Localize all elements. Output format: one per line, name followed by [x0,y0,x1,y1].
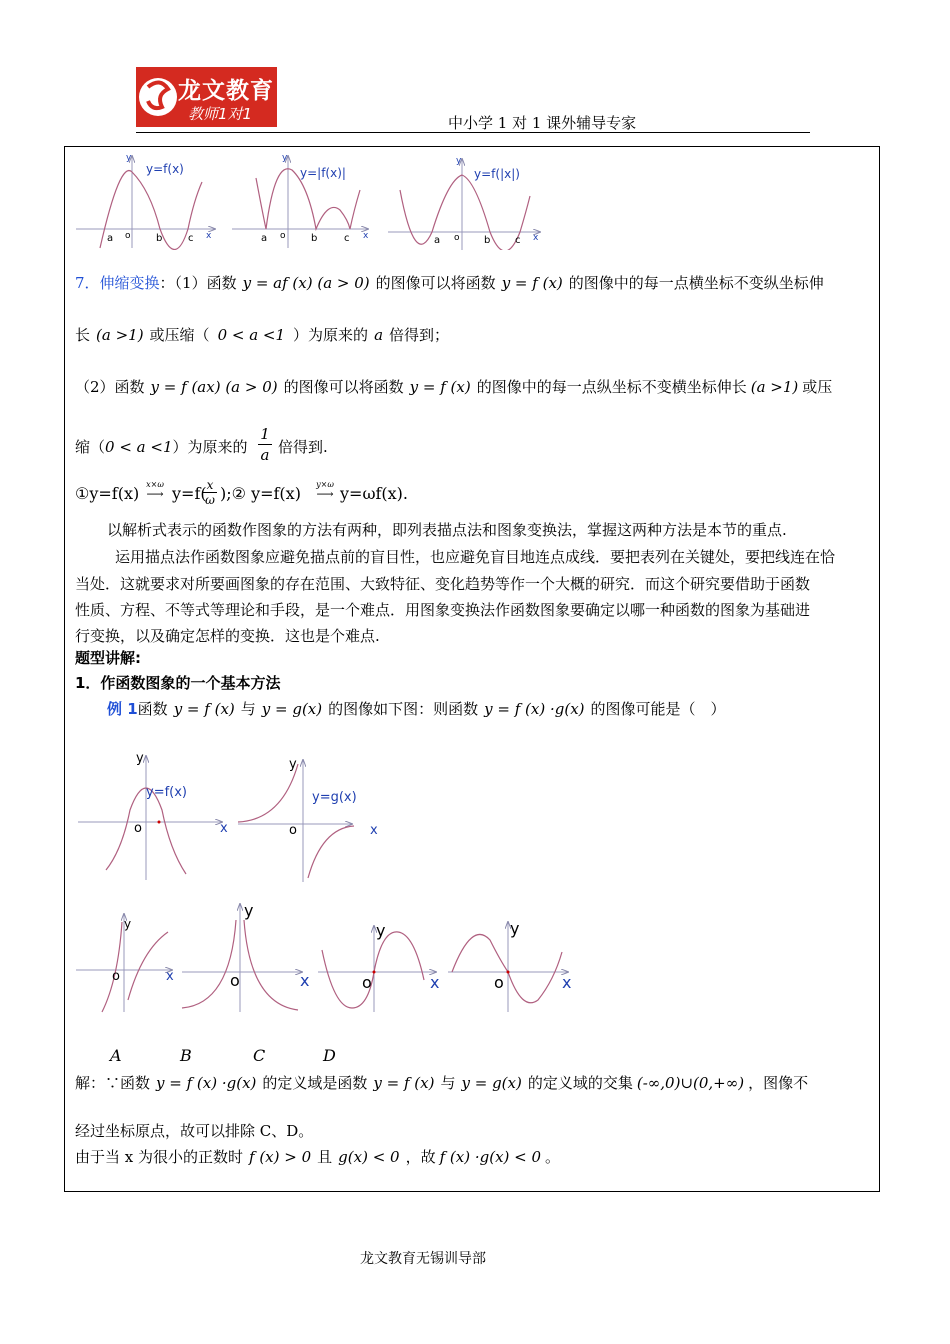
option-d-graph [448,919,571,1012]
paragraph-2-line-4: 行变换，以及确定怎样的变换．这也是个难点. [75,627,380,645]
arrow-y-omega: y×ω ⟶ [316,480,334,501]
option-b-graph [182,901,309,1012]
option-b-label: B [180,1046,192,1065]
arrow-x-omega: x×ω ⟶ [146,480,164,501]
graph-gx [238,757,378,882]
svg-text:o: o [494,973,504,992]
svg-text:x: x [300,971,310,990]
logo-subtitle: 教师1对1 [188,105,253,123]
paragraph-1: 以解析式表示的函数作图象的方法有两种，即列表描点法和图象变换法，掌握这两种方法是本节的重点. [107,521,787,539]
svg-text:y: y [456,156,462,166]
solution-line-1: 解：∵函数 y = f (x) ·g(x) 的定义域是函数 y = f (x) 与 y = g(x) 的定义域的交集 (-∞,0)∪(0,+∞) ，图像不 [75,1074,809,1092]
svg-text:x: x [166,969,174,984]
paragraph-2-line-3: 性质、方程、不等式等理论和手段，是一个难点．用图象变换法作函数图象要确定以哪一种函数的图象为基础进 [75,601,811,619]
svg-text:b: b [156,233,163,244]
option-a-graph [76,914,174,1012]
svg-text:x: x [206,231,212,241]
scaling-rule-mid: y=f( [172,484,207,503]
subsection-title: 1．作函数图象的一个基本方法 [75,674,281,692]
svg-text:x: x [220,821,228,836]
solution-line-3: 由于当 x 为很小的正数时 f (x) > 0 且 g(x) < 0 ，故 f (x) ·g(x) < 0 。 [75,1148,561,1166]
scaling-rule-end: y=ωf(x). [340,484,409,503]
section-7-line-4: 缩（0 < a <1）为原来的 [75,438,248,456]
svg-text:b: b [311,233,318,244]
graph-f-label: y=f(x) [146,162,184,176]
option-d-label: D [323,1046,336,1065]
svg-text:o: o [362,973,372,992]
svg-text:c: c [344,233,350,244]
svg-text:o: o [112,969,120,984]
svg-text:o: o [289,823,297,838]
graph-f-abs-x [388,156,540,250]
section-7-line-3: （2）函数 y = f (ax) (a > 0) 的图像可以将函数 y = f (x) 的图像中的每一点纵坐标不变横坐标伸长 (a >1) 或压 [75,378,833,396]
svg-text:a: a [261,233,268,244]
svg-text:y: y [510,919,520,938]
svg-text:x: x [533,233,539,243]
section-7-line-2: 长 (a >1) 或压缩（ 0 < a <1 ）为原来的 a 倍得到； [75,326,450,344]
graph-gx-label: y=g(x) [312,790,357,805]
paragraph-2-line-1: 运用描点法作函数图象应避免描点前的盲目性，也应避免盲目地连点成线．要把表列在关键处，要把线连在恰 [115,548,836,566]
logo-title: 龙文教育 [178,78,274,104]
svg-text:y: y [376,921,386,940]
example-1-line: 例 1函数 y = f (x) 与 y = g(x) 的图像如下图：则函数 y = f (x) ·g(x) 的图像可能是（ ） [107,700,726,718]
svg-text:a: a [434,235,441,246]
option-a-label: A [110,1046,122,1065]
graph-fx [78,751,228,880]
fraction-x-over-omega: x ω [203,478,217,507]
svg-text:c: c [515,235,521,246]
transform-graphs [70,150,550,250]
svg-text:a: a [107,233,114,244]
svg-text:x: x [430,973,440,992]
svg-text:o: o [230,971,240,990]
graph-abs-f [232,153,369,248]
content-frame [64,146,880,1192]
section-7-line-4-tail: 倍得到. [278,438,328,456]
svg-text:y: y [289,757,297,772]
svg-text:x: x [562,973,572,992]
option-c-label: C [253,1046,266,1065]
svg-text:y: y [136,751,144,766]
page-footer: 龙文教育无锡训导部 [360,1251,486,1267]
graph-f-abs-x-label: y=f(|x|) [474,167,520,181]
svg-text:o: o [125,231,131,241]
section-7-line-1: 7．伸缩变换：（1）函数 y = af (x) (a > 0) 的图像可以将函数 y = f (x) 的图像中的每一点横坐标不变纵坐标伸 [75,274,824,292]
svg-text:c: c [188,233,194,244]
svg-text:x: x [370,823,378,838]
svg-text:b: b [484,235,491,246]
svg-text:o: o [454,233,460,243]
scaling-rule-second: );② y=f(x) [220,484,301,503]
svg-text:o: o [280,231,286,241]
svg-text:y: y [282,153,288,163]
option-c-graph [318,921,439,1012]
graph-f [76,153,215,250]
logo-mark-icon [136,67,180,127]
header-divider [136,132,810,133]
scaling-rule-line: ①y=f(x) [75,484,140,503]
header-slogan: 中小学 1 对 1 课外辅导专家 [448,114,637,132]
svg-text:y: y [244,901,254,920]
svg-text:x: x [363,231,369,241]
svg-text:y: y [126,153,132,163]
svg-text:o: o [134,821,142,836]
svg-text:y: y [124,917,132,931]
option-graphs [72,900,582,1020]
example-graphs [72,750,392,885]
solution-line-2: 经过坐标原点，故可以排除 C、D。 [75,1122,314,1140]
fraction-1-over-a: 1 a [258,427,272,463]
graph-fx-label: y=f(x) [146,785,187,800]
paragraph-2-line-2: 当处．这就要求对所要画图象的存在范围、大致特征、变化趋势等作一个大概的研究．而这个研究要借助于函数 [75,575,811,593]
graph-abs-f-label: y=|f(x)| [300,166,346,180]
section-title: 题型讲解: [75,649,141,667]
